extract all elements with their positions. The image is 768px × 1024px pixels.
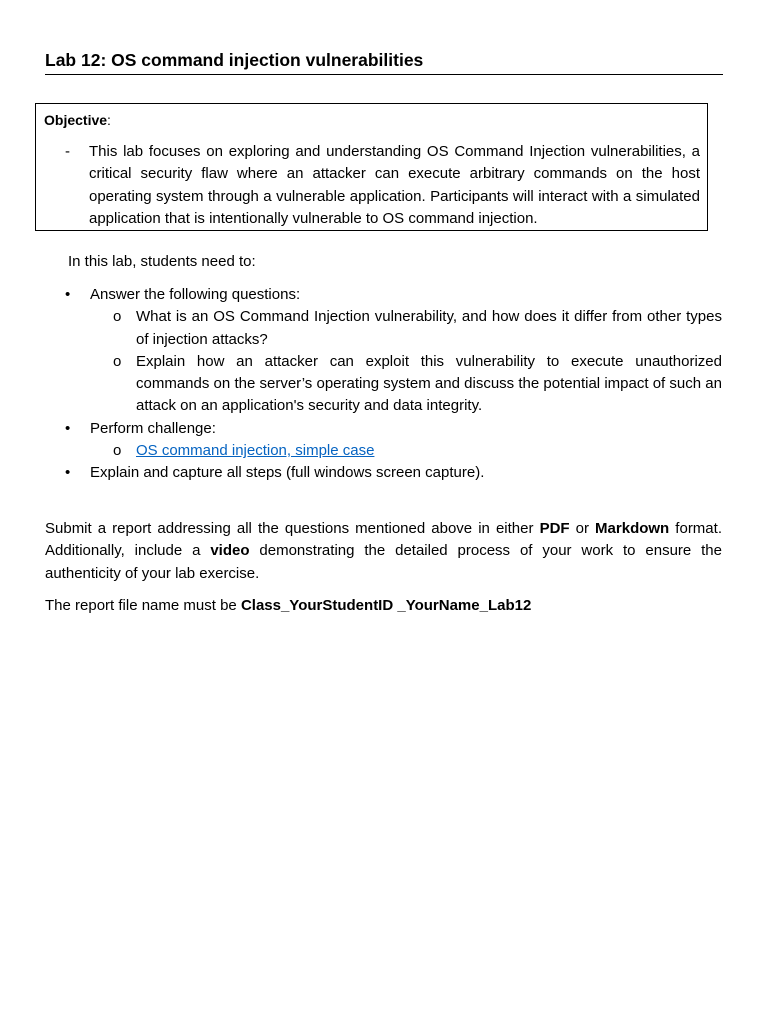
submit-text: or bbox=[569, 520, 596, 537]
task-label: Answer the following questions: bbox=[90, 286, 301, 303]
sub-bullet-icon: o bbox=[113, 352, 122, 370]
question-item bbox=[65, 306, 722, 351]
question-text: What is an OS Command Injection vulnerability, and how does it differ from other types of injection attacks? bbox=[136, 308, 722, 348]
intro-text: In this lab, students need to: bbox=[68, 253, 256, 270]
format-pdf: PDF bbox=[539, 520, 570, 537]
report-filename-line bbox=[45, 595, 531, 617]
task-item-questions bbox=[65, 284, 722, 306]
question-item bbox=[65, 351, 722, 418]
objective-dash: - bbox=[65, 143, 70, 160]
format-markdown: Markdown bbox=[595, 520, 670, 537]
sub-bullet-icon: o bbox=[113, 308, 122, 326]
task-item-challenge bbox=[65, 418, 722, 440]
report-filename: Class_YourStudentID _YourName_Lab12 bbox=[240, 597, 532, 614]
submit-text: Submit a report addressing all the questions mentioned above in either bbox=[45, 520, 540, 537]
objective-text: This lab focuses on exploring and understanding OS Command Injection vulnerabilities, a critical security flaw where an attacker can execute arbitrary commands on the host operating system through a vulnerable application. Participants will interact with a simulated application that is intentionally vulnerable to OS command injection. bbox=[89, 143, 700, 227]
task-label: Perform challenge: bbox=[90, 419, 216, 437]
task-label: Explain and capture all steps (full windows screen capture). bbox=[90, 464, 485, 482]
bullet-icon: • bbox=[65, 286, 71, 303]
challenge-item bbox=[65, 440, 722, 462]
task-list bbox=[65, 284, 722, 485]
objective-colon: : bbox=[107, 112, 111, 128]
page-title: Lab 12: OS command injection vulnerabilities bbox=[45, 48, 723, 75]
submit-text: format. Additionally, include a bbox=[45, 520, 722, 560]
challenge-link[interactable]: OS command injection, simple case bbox=[136, 442, 375, 460]
submit-paragraph bbox=[45, 518, 722, 585]
video-keyword: video bbox=[210, 542, 250, 560]
objective-box bbox=[35, 103, 708, 231]
bullet-icon: • bbox=[65, 464, 71, 482]
report-prefix: The report file name must be bbox=[45, 597, 241, 614]
sub-bullet-icon: o bbox=[113, 442, 122, 460]
objective-label: Objective bbox=[44, 112, 108, 128]
task-item-capture bbox=[65, 462, 722, 484]
objective-heading bbox=[44, 109, 111, 131]
bullet-icon: • bbox=[65, 419, 71, 437]
question-text: Explain how an attacker can exploit this vulnerability to execute unauthorized commands on the server’s operating system and discuss the potential impact of such an attack on an application's security and data integrity. bbox=[136, 352, 722, 415]
submit-text: demonstrating the detailed process of your work to ensure the authenticity of your lab exercise. bbox=[45, 542, 722, 582]
